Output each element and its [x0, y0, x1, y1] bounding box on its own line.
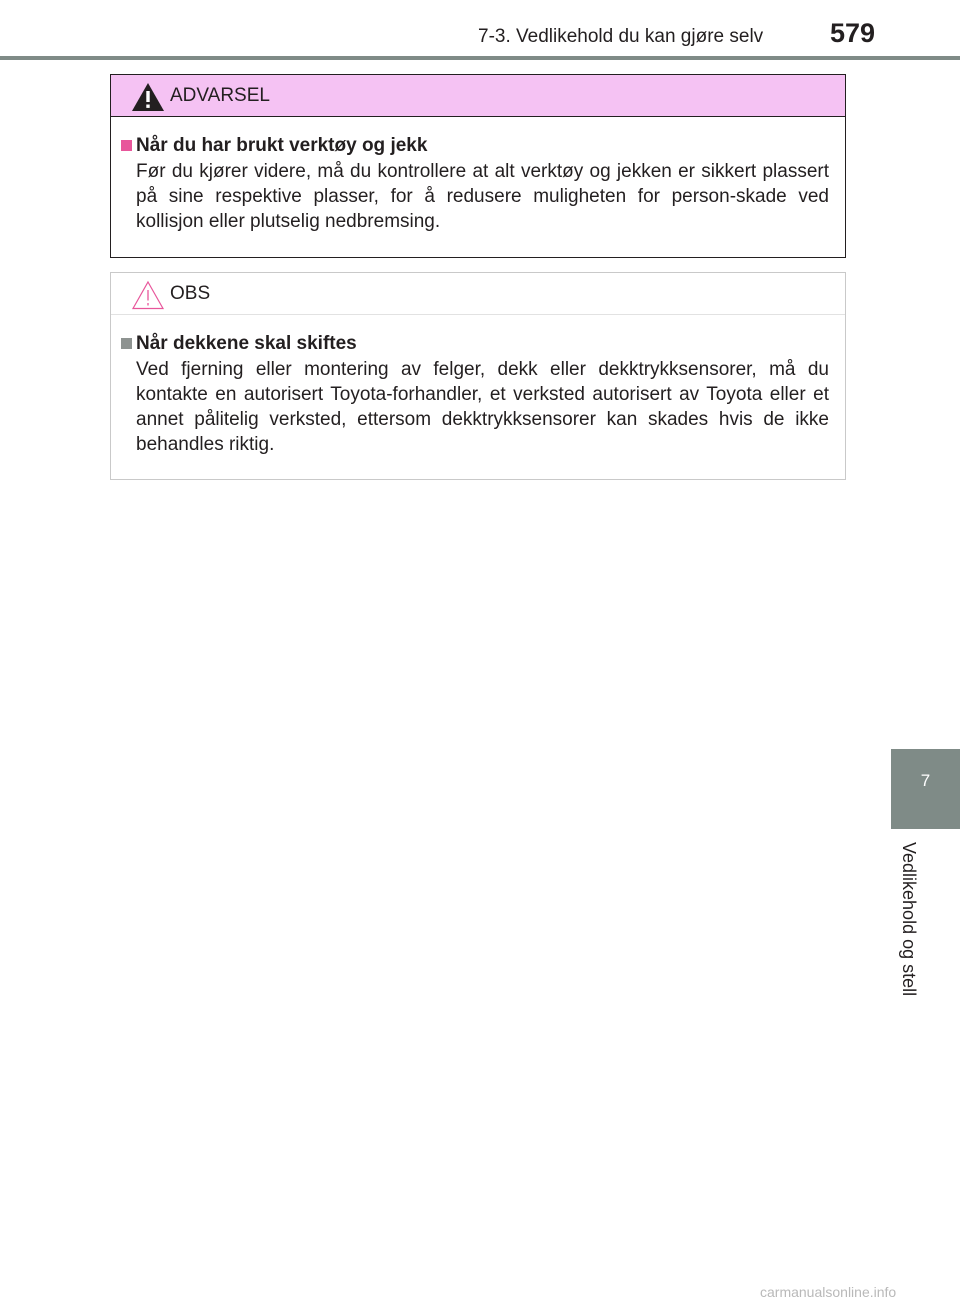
section-title: 7-3. Vedlikehold du kan gjøre selv	[478, 26, 764, 47]
notice-item-heading	[121, 331, 831, 357]
square-bullet-icon	[121, 338, 132, 349]
warning-triangle-icon	[131, 82, 165, 112]
header-rule	[0, 56, 960, 60]
watermark: carmanualsonline.info	[760, 1284, 897, 1300]
page-number: 579	[830, 18, 876, 48]
notice-box	[110, 272, 846, 480]
notice-heading-text: Når dekkene skal skiftes	[136, 333, 357, 354]
chapter-title: Vedlikehold og stell	[899, 842, 919, 997]
caution-triangle-icon	[131, 280, 165, 310]
chapter-number: 7	[920, 771, 931, 790]
square-bullet-icon	[121, 140, 132, 151]
warning-header	[111, 75, 845, 117]
notice-body	[111, 315, 845, 457]
notice-label: OBS	[170, 283, 211, 304]
chapter-tab	[891, 749, 960, 829]
warning-heading-text: Når du har brukt verktøy og jekk	[136, 135, 428, 156]
warning-label: ADVARSEL	[170, 85, 270, 106]
warning-text: Før du kjører videre, må du kontrollere at alt verktøy og jekken er sikkert plassert på sine respektive plasser, for å redusere muligheten for person-skade ved kollisjon eller plutselig nedbremsing.	[136, 161, 829, 232]
warning-item-heading	[121, 133, 831, 159]
notice-header	[111, 273, 845, 315]
notice-text: Ved fjerning eller montering av felger, dekk eller dekktrykksensorer, må du kontakte en autorisert Toyota-forhandler, et verksted autorisert av Toyota eller et annet pålitelig verksted, ettersom dekktrykksensorer kan skades hvis de ikke behandles riktig.	[136, 359, 829, 455]
warning-box	[110, 74, 846, 258]
warning-body	[111, 117, 845, 234]
